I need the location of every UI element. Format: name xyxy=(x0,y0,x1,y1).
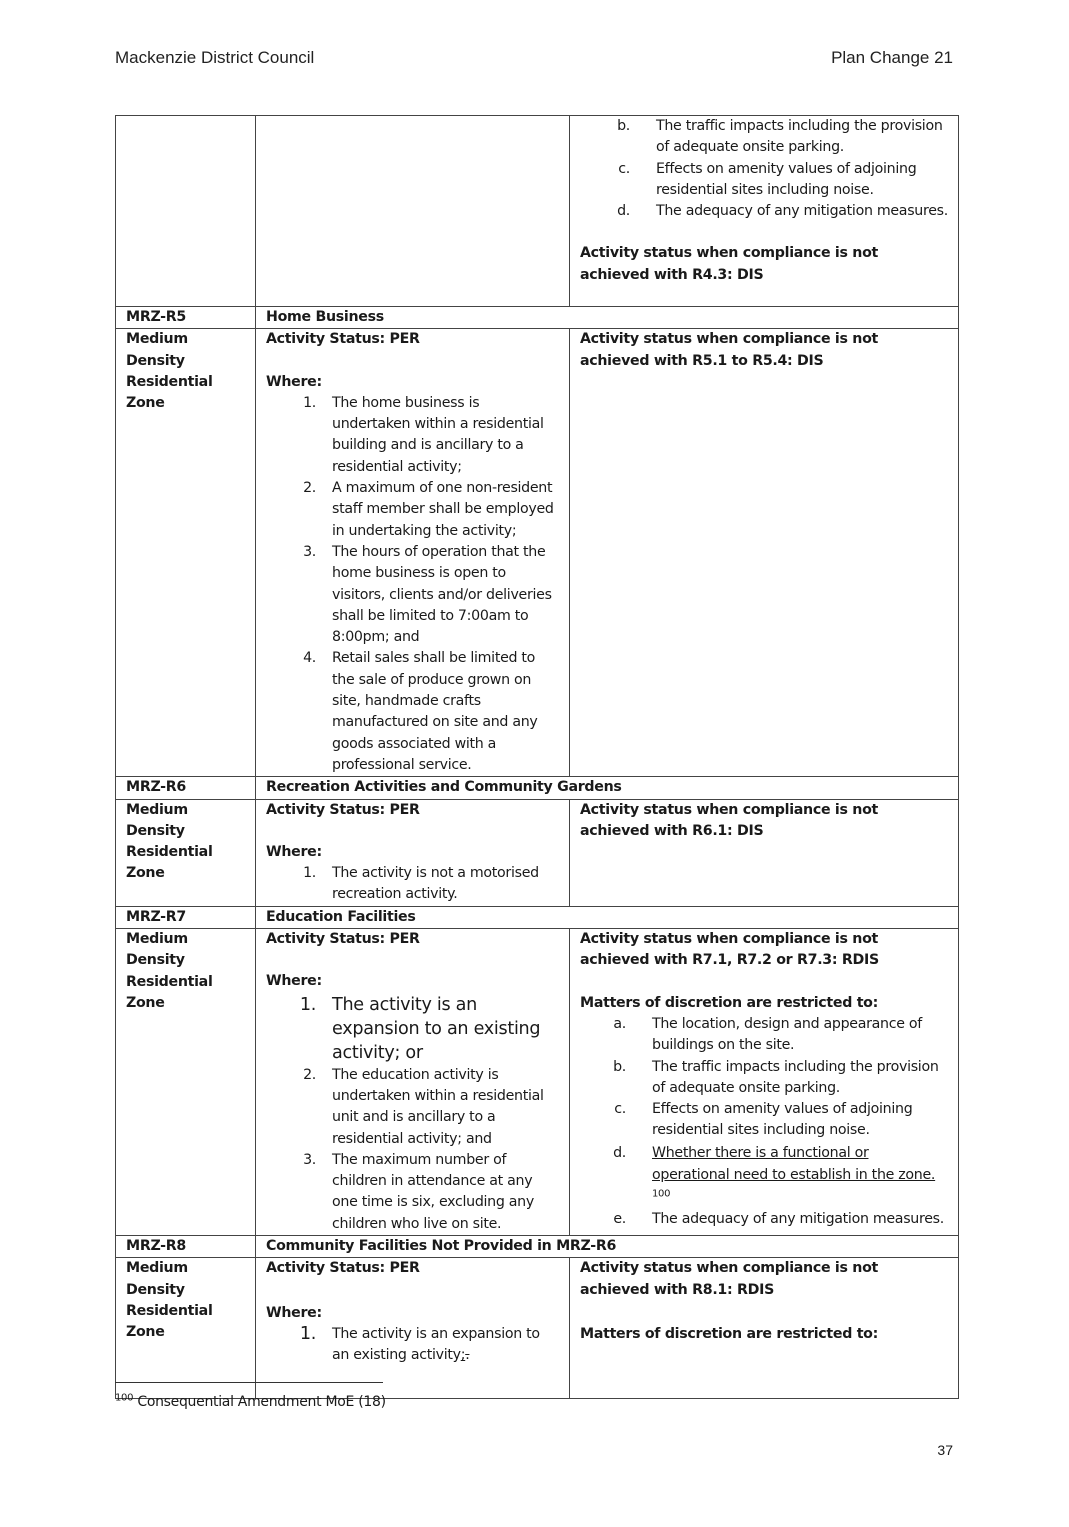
zone-label: Medium Density Residential Zone xyxy=(116,929,256,1236)
footnote-number: 100 xyxy=(115,1392,134,1404)
matters-list: b. The traffic impacts including the provision of adequate onsite parking. c. Effects on amenity values of adjoining residential sites including noise. d. The adequacy of any mitigation measures. xyxy=(617,118,948,220)
rule-title-row-r7 xyxy=(116,906,959,928)
footnote xyxy=(115,1394,386,1410)
activity-status: Activity Status: PER xyxy=(266,331,420,348)
where-label: Where: xyxy=(266,373,322,390)
inserted-text: Whether there is a functional or operational need to establish in the zone. xyxy=(652,1144,936,1184)
conditions-list: 1. The home business is undertaken within a residential building and is ancillary to a residential activity; 2. A maximum of one non-resident staff member shall be employed in undertaking the activity; 3. The hours of operation that the home business is open to visitors, clients and/or deliveries shall be limited to 7:00am to 8:00pm; and 4. Retail sales shall be limited to the sale of produce grown on site, handmade crafts manufactured on site and any goods associated with a professional service. xyxy=(303,394,554,773)
footnote-text: Consequential Amendment MoE (18) xyxy=(137,1394,386,1410)
matters-heading: Matters of discretion are restricted to: xyxy=(580,994,878,1011)
rule-code: MRZ-R5 xyxy=(116,307,256,329)
conditions-list: 1. The activity is an expansion to an existing activity;. xyxy=(299,1323,540,1364)
rule-body-row-r8 xyxy=(116,1258,959,1399)
rule-title-row-r8 xyxy=(116,1235,959,1257)
footnote-ref: 100 xyxy=(652,1187,671,1199)
non-compliance-status: Activity status when compliance is not achieved with R8.1: RDIS xyxy=(580,1260,878,1298)
header-council: Mackenzie District Council xyxy=(115,48,315,67)
rules-table xyxy=(115,115,959,1399)
rule-title: Community Facilities Not Provided in MRZ-R6 xyxy=(256,1235,959,1257)
rule-body-row-r6 xyxy=(116,799,959,906)
where-label: Where: xyxy=(266,973,322,990)
zone-label: Medium Density Residential Zone xyxy=(116,799,256,906)
where-label: Where: xyxy=(266,843,322,860)
zone-label: Medium Density Residential Zone xyxy=(116,329,256,777)
rule-title: Education Facilities xyxy=(256,906,959,928)
page-number: 37 xyxy=(937,1442,953,1458)
deleted-text: . xyxy=(465,1347,470,1364)
rule-code: MRZ-R7 xyxy=(116,906,256,928)
activity-status: Activity Status: PER xyxy=(266,931,420,948)
rule-title-row-r5 xyxy=(116,307,959,329)
matters-list: a. The location, design and appearance of buildings on the site. b. The traffic impacts including the provision of adequate onsite parking. c. Effects on amenity values of adjoining residential sites including noise. d. Whether there is a functional or operational need to establish in the zone. $^{100}$ e. The adequacy of any mitigation measures. xyxy=(613,1015,944,1228)
activity-status: Activity Status: PER xyxy=(266,1260,420,1277)
zone-label: Medium Density Residential Zone xyxy=(116,1258,256,1399)
rule-title: Home Business xyxy=(256,307,959,329)
activity-status: Activity Status: PER xyxy=(266,801,420,818)
rule-body-row-r7 xyxy=(116,929,959,1236)
header-plan-change: Plan Change 21 xyxy=(831,48,953,67)
footnote-separator xyxy=(115,1382,383,1383)
activity-status-r4: Activity status when compliance is not achieved with R4.3: DIS xyxy=(580,245,878,283)
rule-code: MRZ-R8 xyxy=(116,1235,256,1257)
rule-code: MRZ-R6 xyxy=(116,777,256,799)
rule-title: Recreation Activities and Community Gardens xyxy=(256,777,959,799)
non-compliance-status: Activity status when compliance is not achieved with R5.1 to R5.4: DIS xyxy=(570,329,959,777)
non-compliance-status: Activity status when compliance is not achieved with R6.1: DIS xyxy=(570,799,959,906)
conditions-list: 1. The activity is an expansion to an existing activity; or 2. The education activity is undertaken within a residential unit and is ancillary to a residential activity; and 3. The maximum number of children in attendance at any one time is six, excluding any children who live on site. xyxy=(299,994,544,1232)
conditions-list: 1. The activity is not a motorised recreation activity. xyxy=(303,865,539,903)
inserted-text: ; xyxy=(460,1347,466,1364)
non-compliance-status: Activity status when compliance is not achieved with R7.1, R7.2 or R7.3: RDIS xyxy=(580,931,879,969)
where-label: Where: xyxy=(266,1304,322,1321)
continuation-row xyxy=(116,116,959,307)
rule-body-row-r5 xyxy=(116,329,959,777)
matters-heading: Matters of discretion are restricted to: xyxy=(580,1325,878,1342)
rule-title-row-r6 xyxy=(116,777,959,799)
